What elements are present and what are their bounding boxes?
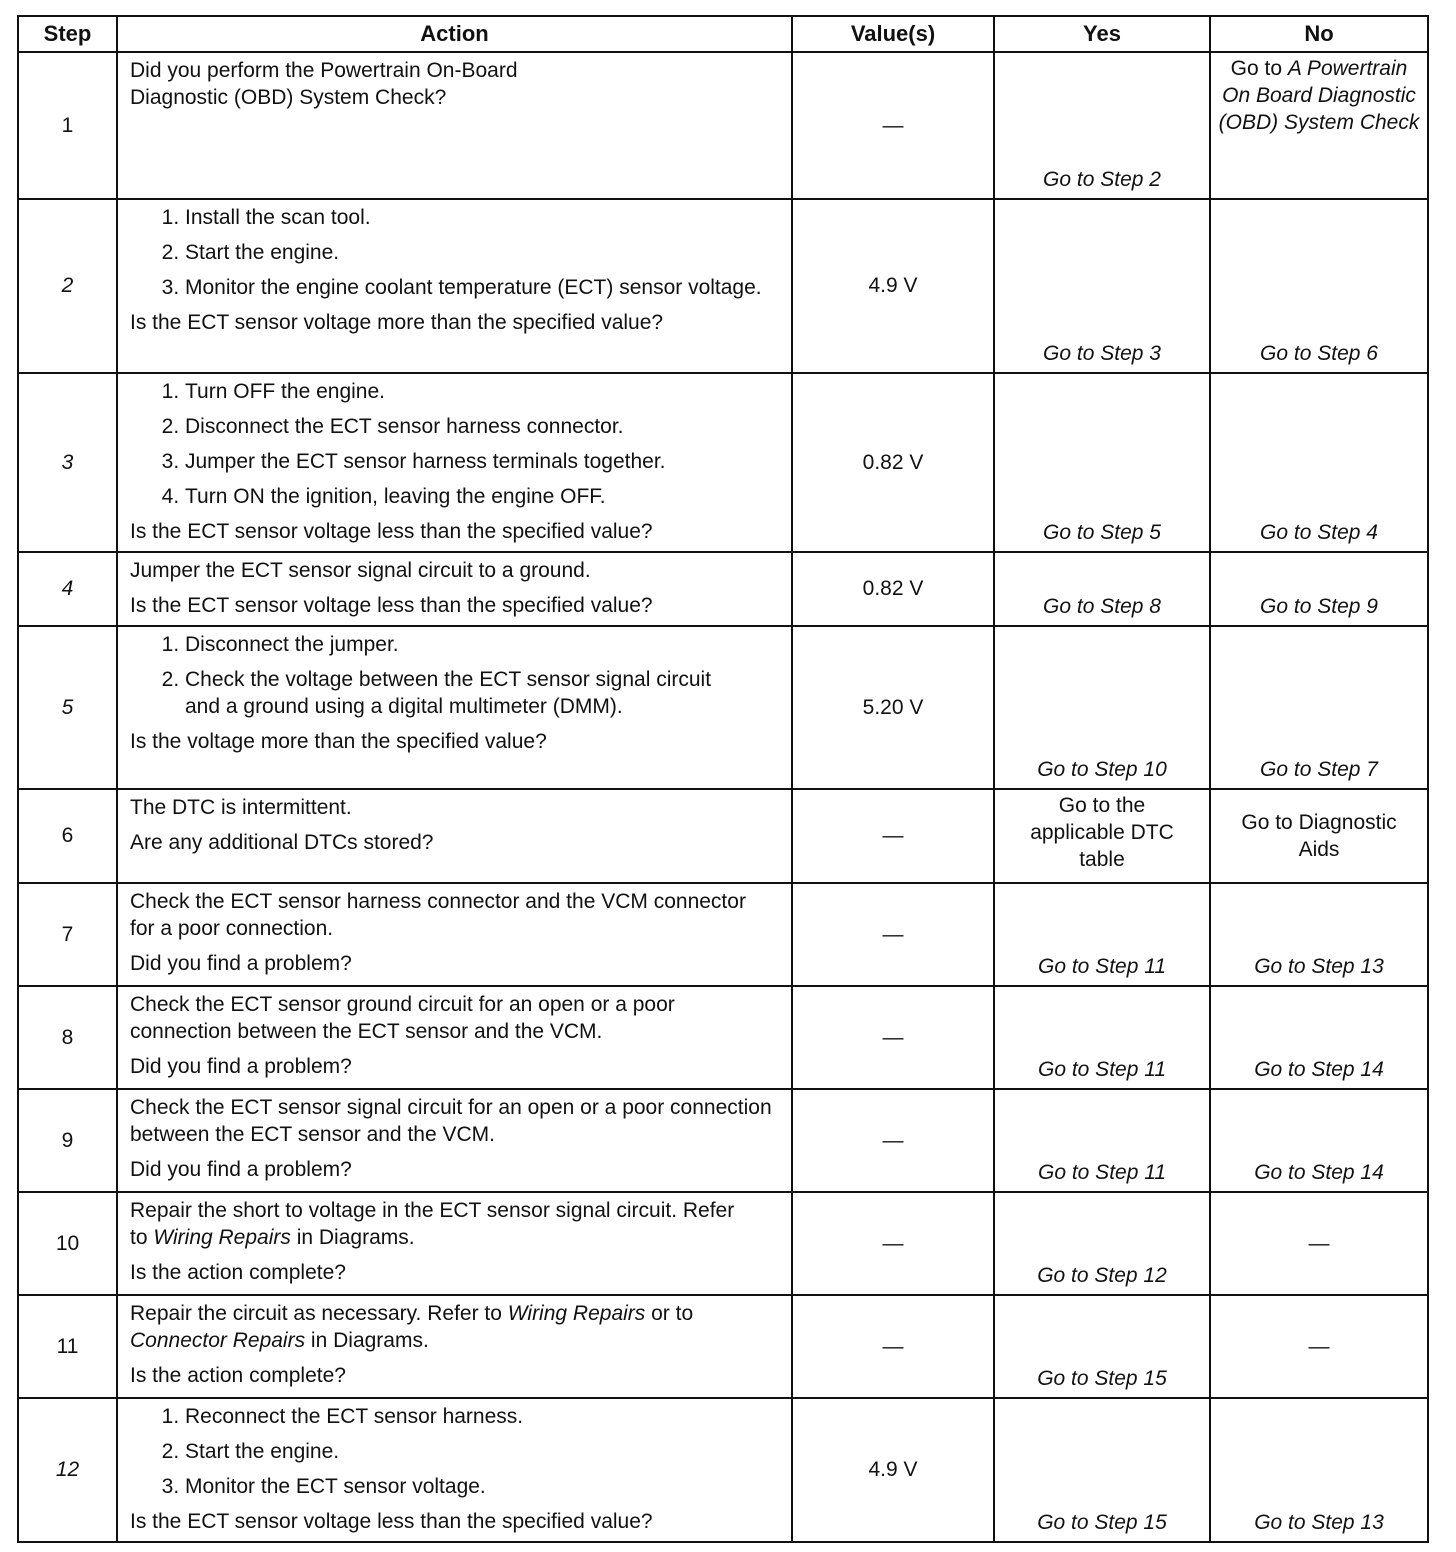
diagnostic-table — [17, 15, 1429, 1543]
step-number: 4 — [18, 552, 117, 626]
value-cell: — — [792, 789, 994, 883]
step-number: 12 — [18, 1398, 117, 1542]
action-question: Is the voltage more than the specified value? — [130, 730, 547, 753]
step-number: 5 — [18, 626, 117, 789]
yes-cell: Go to Step 3 — [994, 199, 1210, 373]
table-row — [18, 373, 1428, 552]
action-question: Is the action complete? — [130, 1364, 346, 1387]
table-row — [18, 1089, 1428, 1192]
yes-cell: Go to Step 11 — [994, 986, 1210, 1089]
no-cell: Go to Step 6 — [1210, 199, 1428, 373]
action-text — [130, 1197, 781, 1251]
action-list — [130, 378, 781, 510]
yes-cell: Go to Step 11 — [994, 1089, 1210, 1192]
table-row — [18, 199, 1428, 373]
action-list — [130, 204, 781, 301]
list-item: 3. Monitor the engine coolant temperature (ECT) sensor voltage. — [185, 274, 781, 301]
yes-cell: Go to the applicable DTC table — [994, 789, 1210, 883]
action-cell — [117, 789, 792, 883]
action-question: Did you find a problem? — [130, 952, 352, 975]
list-item: 3. Monitor the ECT sensor voltage. — [185, 1473, 781, 1500]
action-text-part: Repair the short to voltage in the ECT sensor signal circuit. Refer to — [130, 1199, 735, 1249]
list-item: 2. Start the engine. — [185, 1438, 781, 1465]
no-cell: Go to Step 13 — [1210, 883, 1428, 986]
value-cell: — — [792, 986, 994, 1089]
wiring-repairs-ref: Wiring Repairs — [507, 1302, 646, 1325]
no-cell: Go to Diagnostic Aids — [1210, 789, 1428, 883]
step-number: 11 — [18, 1295, 117, 1398]
table-row — [18, 52, 1428, 199]
action-cell — [117, 52, 792, 199]
step-number: 2 — [18, 199, 117, 373]
table-row — [18, 883, 1428, 986]
step-number: 1 — [18, 52, 117, 199]
header-row — [18, 16, 1428, 52]
header-action: Action — [117, 16, 792, 52]
action-line: Diagnostic (OBD) System Check? — [130, 86, 447, 109]
action-text: Check the ECT sensor ground circuit for an open or a poor connection between the ECT sensor and the VCM. — [130, 993, 675, 1043]
yes-cell: Go to Step 15 — [994, 1398, 1210, 1542]
table-row — [18, 1192, 1428, 1295]
action-cell — [117, 1192, 792, 1295]
step-number: 7 — [18, 883, 117, 986]
action-line: Did you perform the Powertrain On-Board — [130, 59, 518, 82]
table-row — [18, 552, 1428, 626]
no-cell — [1210, 52, 1428, 199]
action-text-part: or to — [645, 1302, 694, 1325]
value-cell: 0.82 V — [792, 552, 994, 626]
table-row — [18, 986, 1428, 1089]
action-question: Is the action complete? — [130, 1261, 346, 1284]
action-text-part: Repair the circuit as necessary. Refer to — [130, 1302, 508, 1325]
step-number: 10 — [18, 1192, 117, 1295]
action-text-part: in Diagrams. — [305, 1329, 429, 1352]
no-cell: — — [1210, 1295, 1428, 1398]
wiring-repairs-ref: Wiring Repairs — [153, 1226, 291, 1249]
yes-cell: Go to Step 2 — [994, 52, 1210, 199]
action-cell — [117, 1089, 792, 1192]
action-question: Is the ECT sensor voltage less than the specified value? — [130, 594, 653, 617]
list-item: 4. Turn ON the ignition, leaving the engine OFF. — [185, 483, 781, 510]
header-step: Step — [18, 16, 117, 52]
yes-cell: Go to Step 10 — [994, 626, 1210, 789]
table-row — [18, 626, 1428, 789]
action-text: Check the ECT sensor signal circuit for an open or a poor connection between the ECT sensor and the VCM. — [130, 1096, 772, 1146]
value-cell: 0.82 V — [792, 373, 994, 552]
action-cell — [117, 199, 792, 373]
yes-cell: Go to Step 12 — [994, 1192, 1210, 1295]
yes-cell: Go to Step 8 — [994, 552, 1210, 626]
no-cell: Go to Step 7 — [1210, 626, 1428, 789]
action-cell — [117, 373, 792, 552]
list-item: 1. Turn OFF the engine. — [185, 378, 781, 405]
action-cell — [117, 986, 792, 1089]
list-item: 2. Check the voltage between the ECT sensor signal circuit and a ground using a digital multimeter (DMM). — [185, 666, 751, 720]
action-text: Jumper the ECT sensor signal circuit to a ground. — [130, 559, 591, 582]
action-question: Are any additional DTCs stored? — [130, 831, 434, 854]
value-cell: 4.9 V — [792, 199, 994, 373]
step-number: 9 — [18, 1089, 117, 1192]
value-cell: — — [792, 883, 994, 986]
no-cell: Go to Step 4 — [1210, 373, 1428, 552]
action-question: Is the ECT sensor voltage less than the specified value? — [130, 520, 653, 543]
action-text-part: in Diagrams. — [290, 1226, 415, 1249]
list-item: 2. Start the engine. — [185, 239, 781, 266]
yes-cell: Go to Step 11 — [994, 883, 1210, 986]
header-no: No — [1210, 16, 1428, 52]
no-cell: Go to Step 14 — [1210, 1089, 1428, 1192]
table-row — [18, 789, 1428, 883]
value-cell: — — [792, 1089, 994, 1192]
yes-cell: Go to Step 5 — [994, 373, 1210, 552]
list-item: 1. Reconnect the ECT sensor harness. — [185, 1403, 781, 1430]
value-cell: 4.9 V — [792, 1398, 994, 1542]
action-list — [130, 631, 781, 720]
action-question: Did you find a problem? — [130, 1055, 352, 1078]
no-cell: Go to Step 9 — [1210, 552, 1428, 626]
yes-cell: Go to Step 15 — [994, 1295, 1210, 1398]
action-cell — [117, 552, 792, 626]
value-cell: — — [792, 1295, 994, 1398]
no-cell: Go to Step 14 — [1210, 986, 1428, 1089]
list-item: 1. Disconnect the jumper. — [185, 631, 751, 658]
action-cell — [117, 1295, 792, 1398]
list-item: 2. Disconnect the ECT sensor harness connector. — [185, 413, 781, 440]
action-question: Is the ECT sensor voltage more than the specified value? — [130, 311, 664, 334]
connector-repairs-ref: Connector Repairs — [130, 1329, 306, 1352]
list-item: 1. Install the scan tool. — [185, 204, 781, 231]
no-cell: Go to Step 13 — [1210, 1398, 1428, 1542]
list-item: 3. Jumper the ECT sensor harness terminals together. — [185, 448, 781, 475]
step-number: 8 — [18, 986, 117, 1089]
action-text — [130, 1300, 781, 1354]
action-text: Check the ECT sensor harness connector and the VCM connector for a poor connection. — [130, 890, 746, 940]
action-question: Did you find a problem? — [130, 1158, 352, 1181]
value-cell: 5.20 V — [792, 626, 994, 789]
step-number: 3 — [18, 373, 117, 552]
header-yes: Yes — [994, 16, 1210, 52]
table-row — [18, 1295, 1428, 1398]
table-row — [18, 1398, 1428, 1542]
value-cell: — — [792, 52, 994, 199]
value-cell: — — [792, 1192, 994, 1295]
no-prefix: Go to — [1230, 57, 1288, 80]
action-list — [130, 1403, 781, 1500]
action-cell — [117, 883, 792, 986]
step-number: 6 — [18, 789, 117, 883]
no-cell: — — [1210, 1192, 1428, 1295]
header-values: Value(s) — [792, 16, 994, 52]
action-question: Is the ECT sensor voltage less than the specified value? — [130, 1510, 653, 1533]
action-text: The DTC is intermittent. — [130, 796, 352, 819]
no-link: A Powertrain On Board Diagnostic (OBD) System Check — [1218, 57, 1420, 134]
action-cell — [117, 626, 792, 789]
action-cell — [117, 1398, 792, 1542]
